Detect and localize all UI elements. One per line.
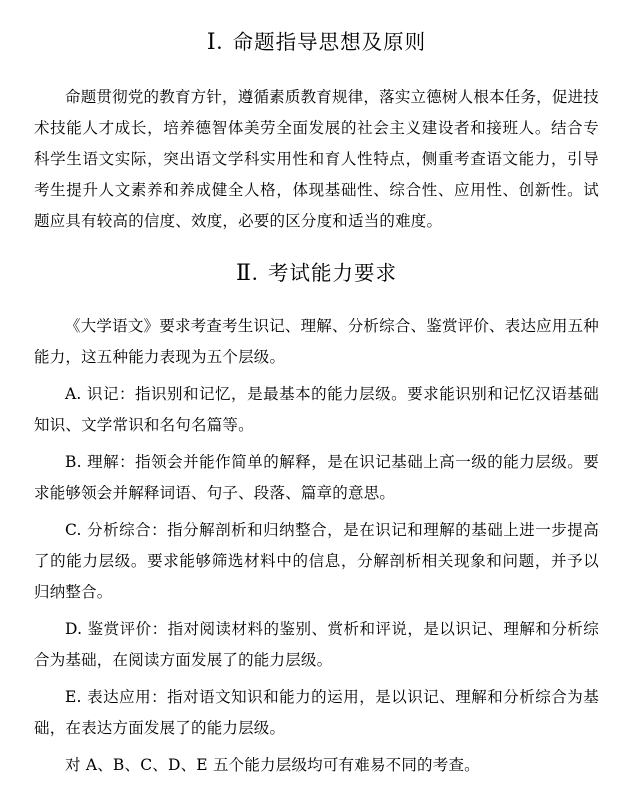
ability-item-d: D. 鉴赏评价：指对阅读材料的鉴别、赏析和评说，是以识记、理解和分析综合为基础，在阅读方面发展了的能力层级。 (34, 620, 599, 669)
ability-item-a: A. 识记：指识别和记忆，是最基本的能力层级。要求能识别和记忆汉语基础知识、文学常识和名句名篇等。 (34, 385, 599, 434)
section-1-paragraph: 命题贯彻党的教育方针，遵循素质教育规律，落实立德树人根本任务，促进技术技能人才成长，培养德智体美劳全面发展的社会主义建设者和接班人。结合专科学生语文实际，突出语文学科实用性和育人性特点，侧重考查语文能力，引导考生提升人文素养和养成健全人格，体现基础性、综合性、应用性、创新性。试题应具有较高的信度、效度，必要的区分度和适当的难度。 (34, 88, 599, 230)
section-1-heading (34, 24, 599, 60)
section-2-intro: 《大学语文》要求考查考生识记、理解、分析综合、鉴赏评价、表达应用五种能力，这五种能力表现为五个层级。 (34, 317, 599, 366)
section-2-closing: 对 A、B、C、D、E 五个能力层级均可有难易不同的考查。 (65, 756, 480, 774)
ability-item-e: E. 表达应用：指对语文知识和能力的运用，是以识记、理解和分析综合为基础，在表达方面发展了的能力层级。 (34, 688, 599, 737)
ability-item-c: C. 分析综合：指分解剖析和归纳整合，是在识记和理解的基础上进一步提高了的能力层级。要求能够筛选材料中的信息，分解剖析相关现象和问题，并予以归纳整合。 (34, 521, 599, 601)
section-2-heading (34, 255, 599, 291)
section-1-numeral: Ⅰ. (206, 29, 224, 54)
section-1-title: 命题指导思想及原则 (232, 30, 427, 54)
section-2-title: 考试能力要求 (267, 261, 397, 285)
ability-item-b: B. 理解：指领会并能作简单的解释，是在识记基础上高一级的能力层级。要求能够领会并解释词语、句子、段落、篇章的意思。 (34, 453, 599, 502)
section-2-numeral: Ⅱ. (236, 260, 259, 285)
